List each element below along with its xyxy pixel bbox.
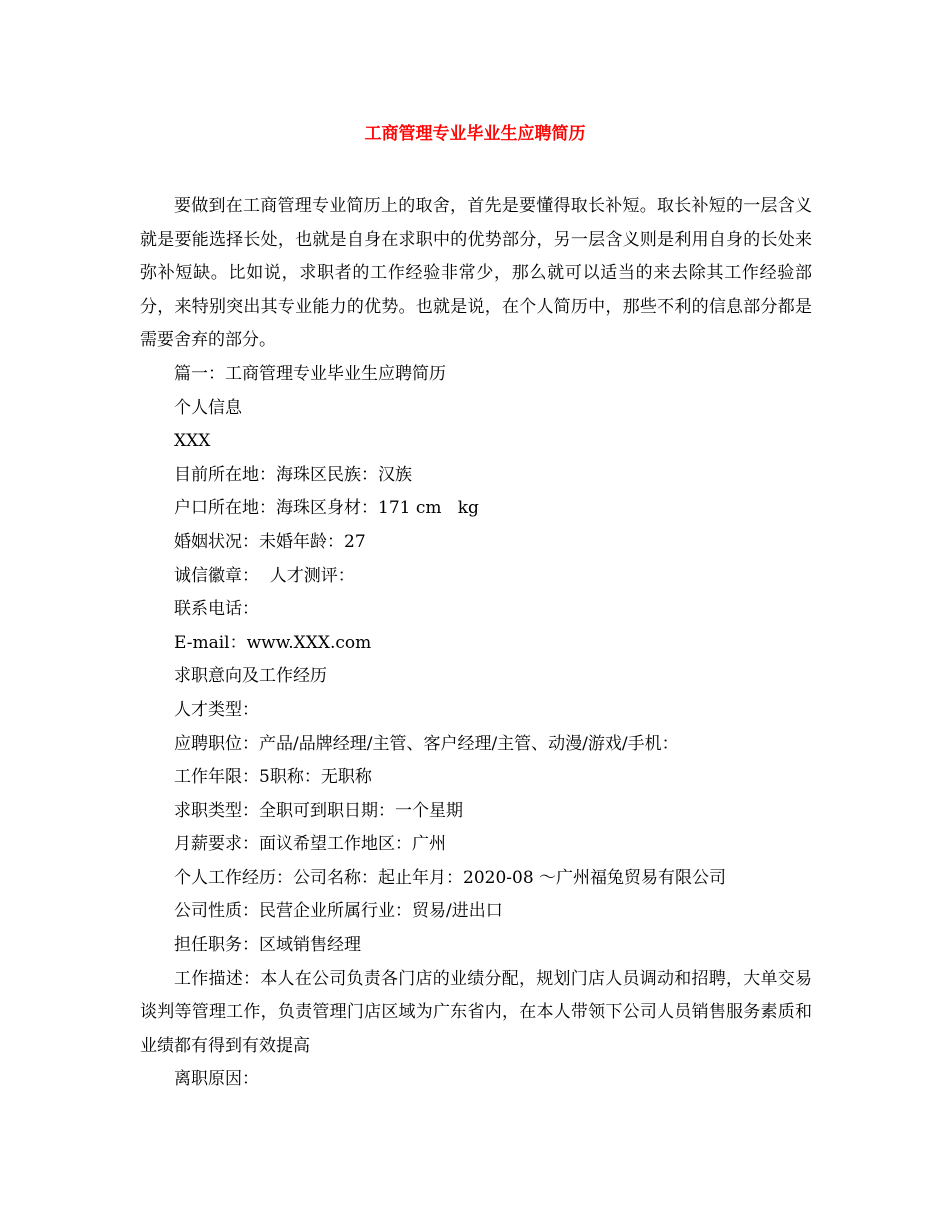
job-title-line: 担任职务：区域销售经理 — [174, 935, 361, 956]
intro-paragraph: 要做到在工商管理专业简历上的取舍，首先是要懂得取长补短。取长补短的一层含义就是要能选择长处，也就是自身在求职中的优势部分，另一层含义则是利用自身的长处来弥补短缺。比如说，求职者的工作经验非常少，那么就可以适当的来去除其工作经验部分，来特别突出其专业能力的优势。也就是说，在个人简历中，那些不利的信息部分都是需要舍弃的部分。 — [140, 196, 812, 351]
email-line: E-mail：www.XXX.com — [174, 632, 372, 653]
current-location-line: 目前所在地：海珠区民族：汉族 — [174, 464, 412, 485]
section-heading-personal-info: 个人信息 — [174, 397, 242, 418]
company-nature-line: 公司性质：民营企业所属行业：贸易/进出口 — [174, 901, 503, 922]
work-history-line: 个人工作经历：公司名称：起止年月：2020-08 ～广州福兔贸易有限公司 — [174, 867, 727, 888]
resume-name: XXX — [174, 431, 211, 452]
section-heading-part-one: 篇一：工商管理专业毕业生应聘简历 — [174, 363, 446, 384]
document-title: 工商管理专业毕业生应聘简历 — [364, 124, 586, 144]
phone-line: 联系电话： — [174, 599, 259, 620]
work-description-paragraph: 工作描述：本人在公司负责各门店的业绩分配，规划门店人员调动和招聘，大单交易谈判等管理工作，负责管理门店区域为广东省内，在本人带领下公司人员销售服务素质和业绩都有得到有效提高 — [140, 968, 812, 1056]
document-body — [140, 190, 812, 1097]
hukou-location-line: 户口所在地：海珠区身材：171 cm kg — [174, 498, 479, 519]
applied-position-line: 应聘职位：产品/品牌经理/主管、客户经理/主管、动漫/游戏/手机： — [174, 733, 679, 754]
resign-reason-line: 离职原因： — [174, 1069, 259, 1090]
salary-line: 月薪要求：面议希望工作地区：广州 — [174, 834, 446, 855]
work-years-line: 工作年限：5职称：无职称 — [174, 767, 372, 788]
marital-status-line: 婚姻状况：未婚年龄：27 — [174, 531, 366, 552]
talent-type-line: 人才类型： — [174, 699, 259, 720]
job-type-line: 求职类型：全职可到职日期：一个星期 — [174, 800, 463, 821]
section-heading-job-intent: 求职意向及工作经历 — [174, 666, 327, 687]
credit-badge-line: 诚信徽章： 人才测评： — [174, 565, 355, 586]
